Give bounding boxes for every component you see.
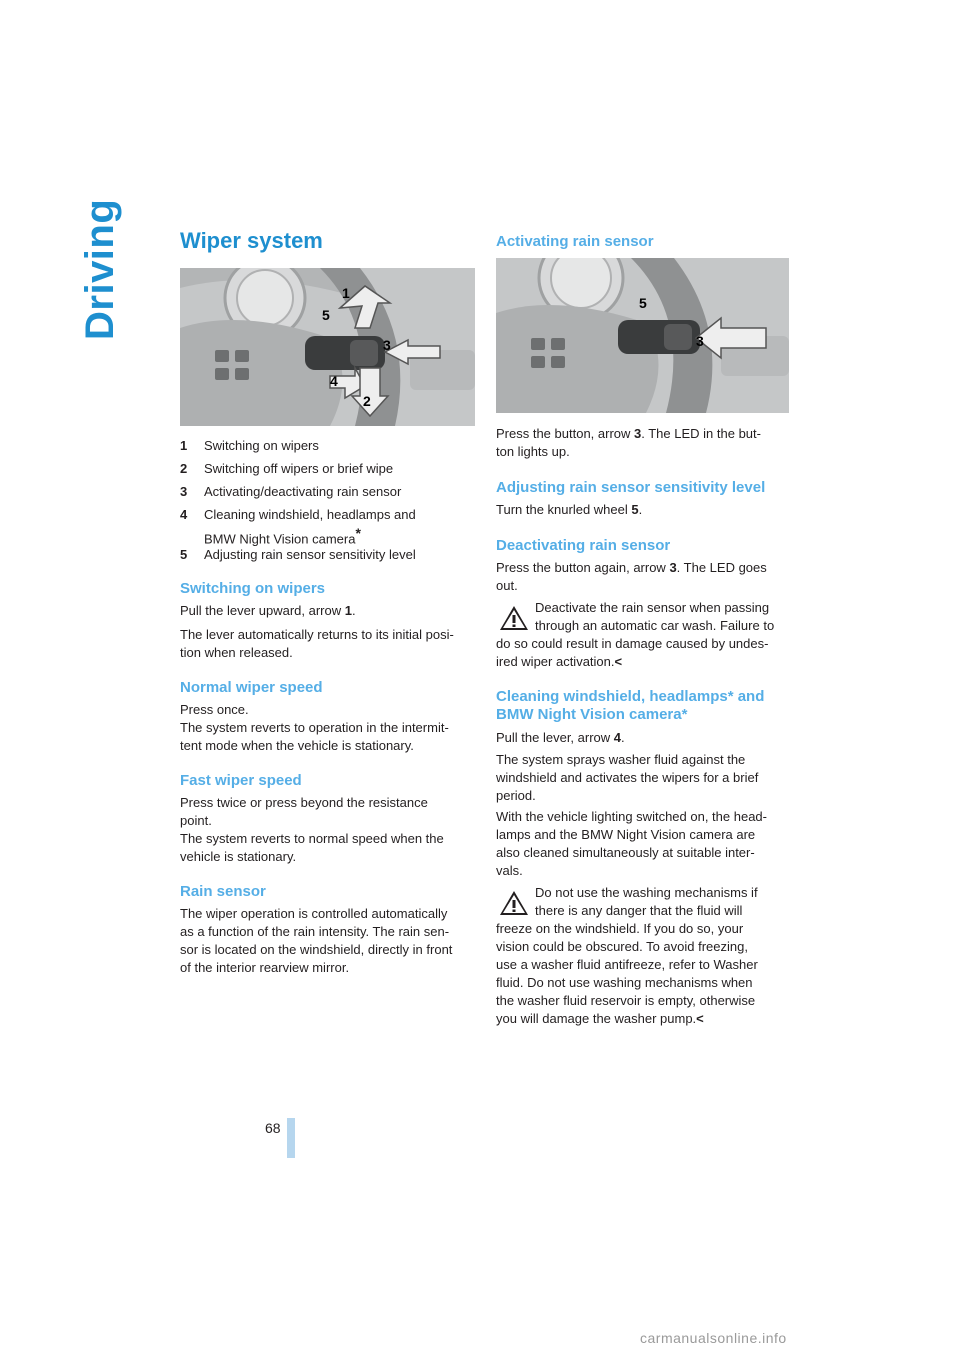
paragraph: Press twice or press beyond the resistance point. The system reverts to normal speed when the vehicle is stationary. xyxy=(180,795,444,864)
warning-paragraph: Deactivate the rain sensor when passing through an automatic car wash. Failure to do so could result in damage caused by undes- ired wiper activation.< xyxy=(496,600,775,669)
legend-item: 4 Cleaning windshield, headlamps and BMW Night Vision camera* xyxy=(180,507,416,547)
chapter-title: Driving xyxy=(78,198,122,340)
paragraph: Turn the knurled wheel 5. xyxy=(496,502,643,517)
page-title: Wiper system xyxy=(180,228,323,253)
section-heading: Activating rain sensor xyxy=(496,233,654,250)
warning-paragraph: Do not use the washing mechanisms if there is any danger that the fluid will freeze on the windshield. If you do so, your vision could be obscured. To avoid freezing, use a washer fluid antifreeze, refer to Washer fluid. Do not use washing mechanisms when the washer fluid reservoir is empty, otherwise you will damage the washer pump.< xyxy=(496,885,758,1026)
rain-sensor-illustration xyxy=(496,258,789,413)
fig-label-3: 3 xyxy=(696,333,704,349)
paragraph: With the vehicle lighting switched on, the head- lamps and the BMW Night Vision camera are also cleaned simultaneously at suitable inter- vals. xyxy=(496,809,767,878)
rain-sensor-figure xyxy=(496,258,789,413)
wiper-lever-figure xyxy=(180,268,475,426)
section-heading: Normal wiper speed xyxy=(180,679,323,696)
end-marker: < xyxy=(614,654,623,669)
fig-label-3: 3 xyxy=(383,337,391,353)
wiper-lever-illustration xyxy=(180,268,475,426)
legend-item: 3 Activating/deactivating rain sensor xyxy=(180,484,402,499)
page-bar xyxy=(287,1118,295,1158)
legend-item: 2 Switching off wipers or brief wipe xyxy=(180,461,394,476)
page-number: 68 xyxy=(265,1120,281,1136)
fig-label-5: 5 xyxy=(639,295,647,311)
section-heading: Rain sensor xyxy=(180,883,266,900)
fig-label-4: 4 xyxy=(330,373,338,389)
section-heading: Switching on wipers xyxy=(180,580,326,597)
section-heading: Fast wiper speed xyxy=(180,772,302,789)
paragraph: Press the button again, arrow 3. The LED goes out. xyxy=(496,560,767,593)
paragraph: The wiper operation is controlled automatically as a function of the rain intensity. The rain sen- sor is located on the windshield, directly in front of the interior rearview mirror. xyxy=(180,906,453,975)
section-heading: Adjusting rain sensor sensitivity level xyxy=(496,479,766,496)
paragraph: The lever automatically returns to its initial posi- tion when released. xyxy=(180,627,454,660)
legend-item: 1 Switching on wipers xyxy=(180,438,319,453)
legend-item: 5 Adjusting rain sensor sensitivity level xyxy=(180,547,416,562)
watermark: carmanualsonline.info xyxy=(640,1330,787,1346)
paragraph: Press the button, arrow 3. The LED in the but- ton lights up. xyxy=(496,426,761,459)
section-heading: Cleaning windshield, headlamps* and BMW Night Vision camera* xyxy=(496,688,765,723)
end-marker: < xyxy=(696,1011,704,1026)
paragraph: Pull the lever, arrow 4. xyxy=(496,730,625,745)
paragraph: The system sprays washer fluid against the windshield and activates the wipers for a brief period. xyxy=(496,752,759,803)
fig-label-2: 2 xyxy=(363,393,371,409)
paragraph: Press once. The system reverts to operation in the intermit- tent mode when the vehicle is stationary. xyxy=(180,702,449,753)
section-heading: Deactivating rain sensor xyxy=(496,537,671,554)
fig-label-1: 1 xyxy=(342,285,350,301)
fig-label-5: 5 xyxy=(322,307,330,323)
paragraph: Pull the lever upward, arrow 1. xyxy=(180,603,356,618)
